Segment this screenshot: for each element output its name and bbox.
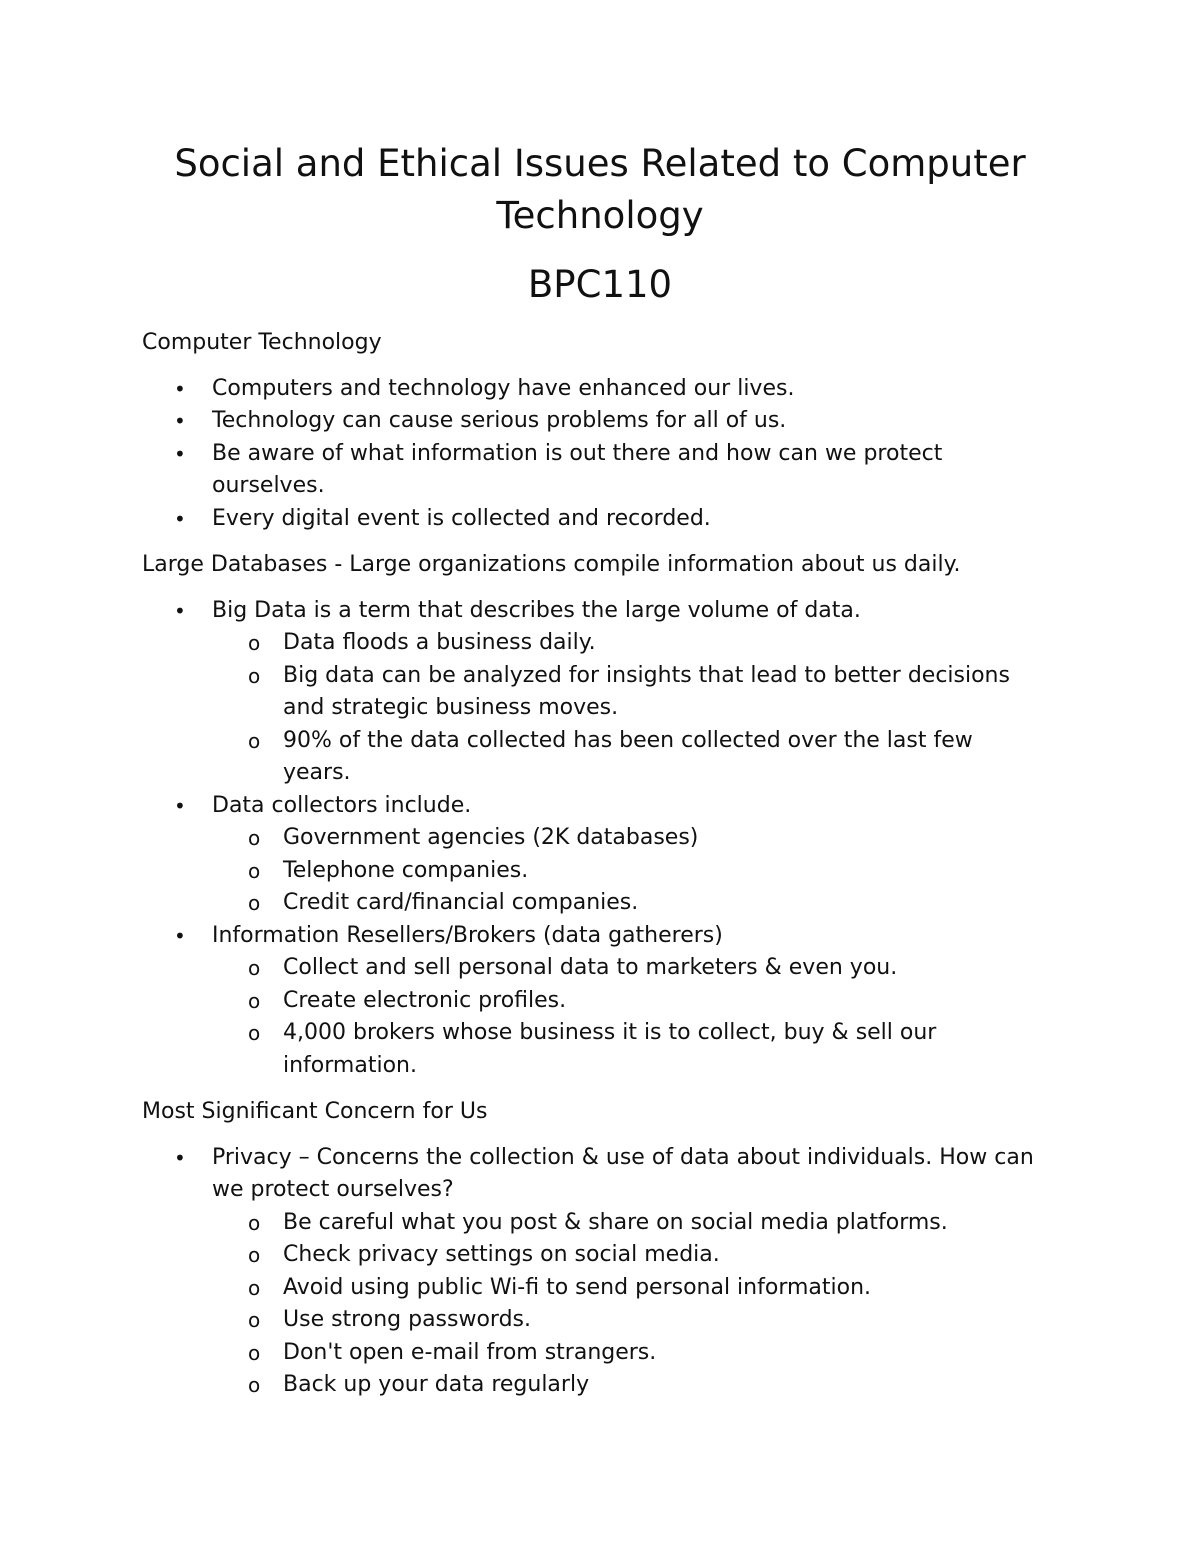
document-title [100, 138, 1100, 242]
section-heading: Most Significant Concern for Us [142, 1099, 488, 1124]
list-item [142, 595, 1042, 790]
sub-list-item-text: Avoid using public Wi-fi to send personal information. [283, 1274, 872, 1300]
list-item-text: Information Resellers/Brokers (data gatherers) [212, 922, 723, 948]
hollow-bullet-icon: o [248, 1340, 261, 1365]
hollow-bullet-icon: o [248, 826, 261, 850]
bullet-icon: • [174, 409, 186, 433]
sub-list-item [142, 725, 1042, 790]
list-item [142, 1142, 1042, 1402]
sub-list-item-text: Big data can be analyzed for insights that lead to better decisions and strategic business moves. [283, 662, 1010, 720]
sub-list-item-text: Use strong passwords. [283, 1307, 532, 1332]
list-item [142, 790, 1042, 920]
sub-list-item-text: Telephone companies. [283, 857, 529, 883]
section-heading: Computer Technology [142, 330, 382, 355]
sub-bullet-list [212, 627, 1042, 790]
list-item-text: Be aware of what information is out there and how can we protect ourselves. [212, 440, 943, 498]
sub-list-item [142, 1304, 1042, 1337]
hollow-bullet-icon: o [248, 956, 261, 980]
sub-bullet-list [212, 822, 1042, 920]
bullet-icon: • [174, 1145, 186, 1170]
sub-bullet-list [212, 1207, 1042, 1402]
sub-list-item-text: Don't open e-mail from strangers. [283, 1339, 657, 1365]
hollow-bullet-icon: o [248, 891, 261, 915]
list-item-text: Technology can cause serious problems for all of us. [212, 408, 787, 433]
hollow-bullet-icon: o [248, 1373, 261, 1397]
list-item-text: Every digital event is collected and recorded. [212, 505, 711, 531]
hollow-bullet-icon: o [248, 988, 261, 1013]
list-item [142, 503, 1042, 536]
sub-list-item-text: Credit card/financial companies. [283, 890, 639, 915]
sub-list-item [142, 822, 1042, 855]
sub-list-item [142, 1239, 1042, 1272]
list-item-text: Data collectors include. [212, 792, 472, 818]
hollow-bullet-icon: o [248, 1308, 261, 1332]
sub-list-item-text: 90% of the data collected has been collected over the last few years. [283, 727, 973, 785]
sub-list-item-text: Back up your data regularly [283, 1372, 590, 1397]
course-code: BPC110 [527, 263, 673, 306]
sub-list-item-text: Data floods a business daily. [283, 630, 596, 655]
hollow-bullet-icon: o [248, 728, 261, 753]
section-heading: Large Databases - Large organizations compile information about us daily. [142, 552, 961, 577]
sub-list-item-text: Create electronic profiles. [283, 987, 567, 1013]
hollow-bullet-icon: o [248, 663, 261, 688]
bullet-list [142, 595, 1042, 1083]
bullet-icon: • [174, 506, 186, 531]
bullet-icon: • [174, 793, 186, 818]
list-item [142, 373, 1042, 406]
sub-list-item [142, 1337, 1042, 1370]
sub-list-item [142, 985, 1042, 1018]
hollow-bullet-icon: o [248, 858, 261, 883]
bullet-icon: • [174, 923, 186, 948]
bullet-icon: • [174, 598, 186, 623]
sub-list-item [142, 887, 1042, 920]
list-item-text: Big Data is a term that describes the large volume of data. [212, 597, 861, 623]
sub-list-item [142, 627, 1042, 660]
sub-list-item [142, 1207, 1042, 1240]
sub-list-item [142, 855, 1042, 888]
sub-list-item [142, 1017, 1042, 1082]
list-item [142, 405, 1042, 438]
document-body [142, 327, 1042, 1402]
hollow-bullet-icon: o [248, 1021, 261, 1045]
sub-list-item [142, 1369, 1042, 1402]
bullet-list [142, 373, 1042, 536]
hollow-bullet-icon: o [248, 1243, 261, 1267]
list-item [142, 920, 1042, 1083]
sub-list-item-text: Government agencies (2K databases) [283, 825, 699, 850]
sub-list-item [142, 952, 1042, 985]
bullet-list [142, 1142, 1042, 1402]
title-line-1: Social and Ethical Issues Related to Computer [174, 142, 1026, 185]
list-item-text: Privacy – Concerns the collection & use of data about individuals. How can we protect ourselves? [212, 1144, 1034, 1202]
sub-list-item-text: Collect and sell personal data to marketers & even you. [283, 955, 898, 980]
sub-list-item [142, 660, 1042, 725]
sub-list-item-text: 4,000 brokers whose business it is to collect, buy & sell our information. [283, 1020, 937, 1078]
bullet-icon: • [174, 441, 186, 466]
hollow-bullet-icon: o [248, 1210, 261, 1235]
sub-bullet-list [212, 952, 1042, 1082]
title-line-2: Technology [496, 194, 704, 237]
sub-list-item-text: Be careful what you post & share on social media platforms. [283, 1209, 948, 1235]
sub-list-item [142, 1272, 1042, 1305]
hollow-bullet-icon: o [248, 1275, 261, 1300]
bullet-icon: • [174, 376, 186, 401]
list-item-text: Computers and technology have enhanced our lives. [212, 375, 795, 401]
hollow-bullet-icon: o [248, 631, 261, 655]
list-item [142, 438, 1042, 503]
sub-list-item-text: Check privacy settings on social media. [283, 1242, 720, 1267]
